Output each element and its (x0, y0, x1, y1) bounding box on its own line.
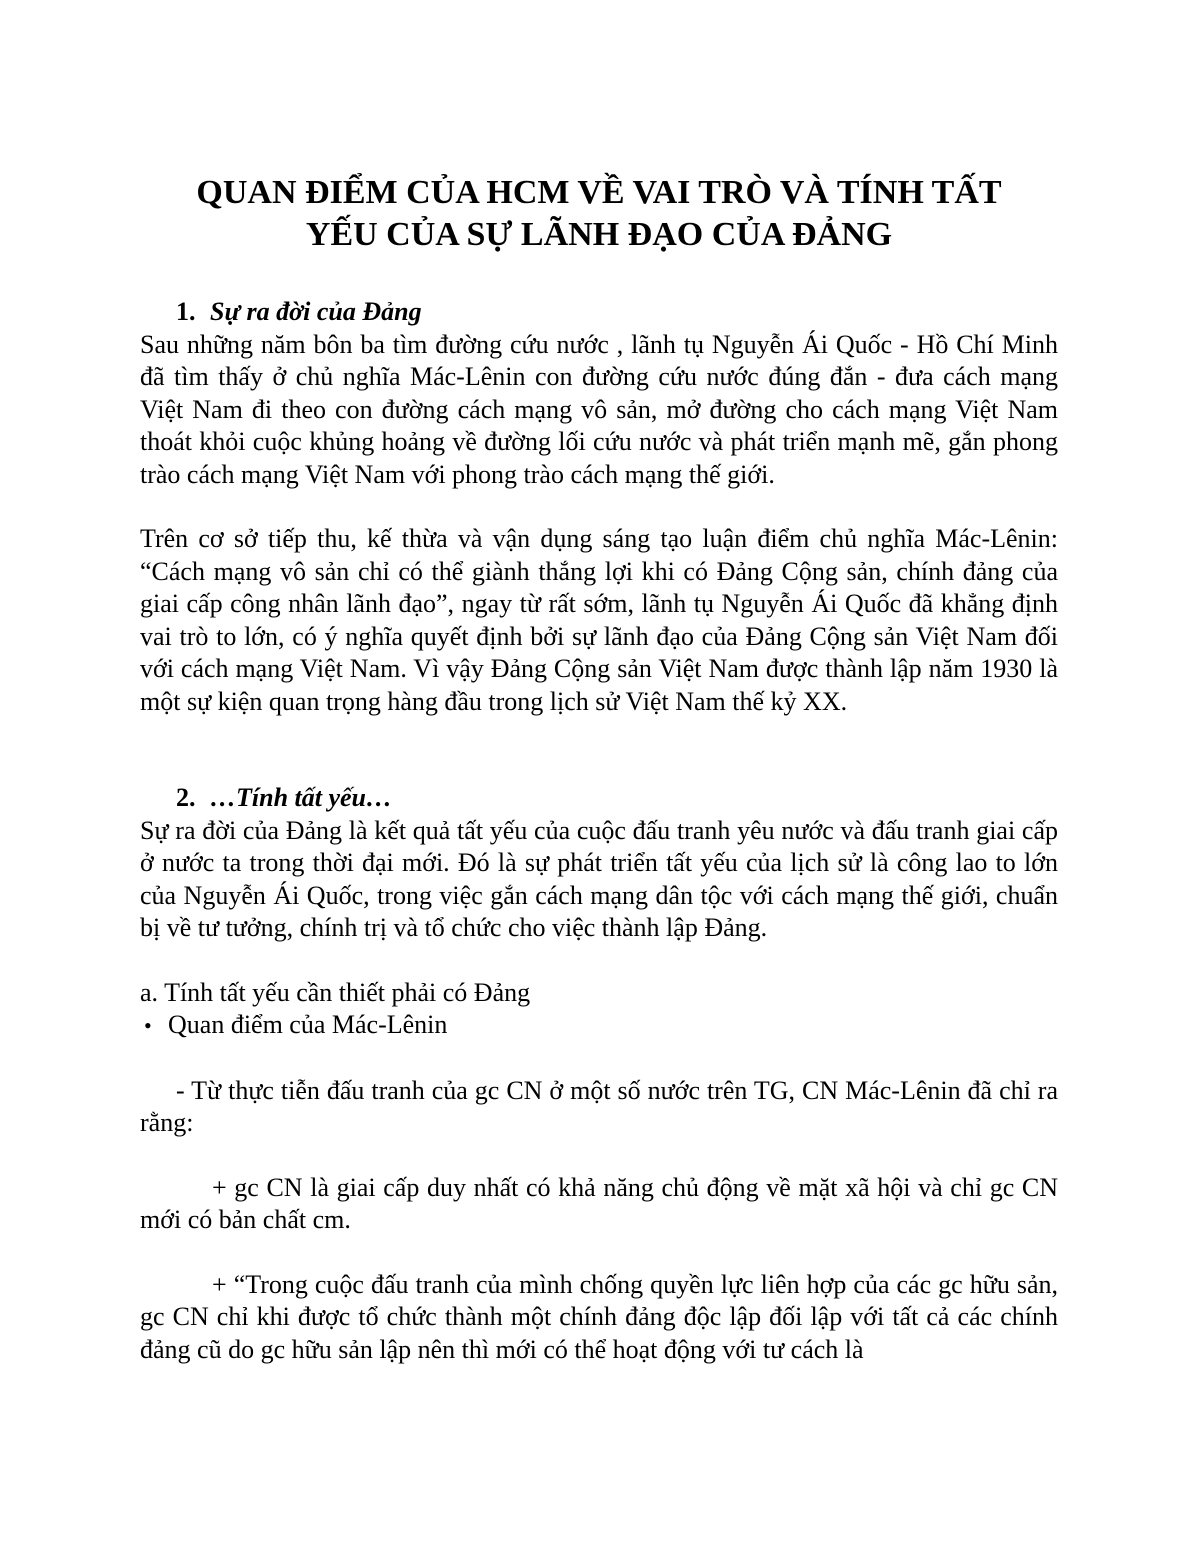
section-1-heading (176, 296, 1058, 329)
paragraph-spacer (140, 1237, 1058, 1269)
section-2-paragraph: Sự ra đời của Đảng là kết quả tất yếu của cuộc đấu tranh yêu nước và đấu tranh giai cấp ở nước ta trong thời đại mới. Đó là sự phát triển tất yếu của lịch sử là công lao to lớn của Nguyễn Ái Quốc, trong việc gắn cách mạng dân tộc với cách mạng thế giới, chuẩn bị về tư tưởng, chính trị và tổ chức cho việc thành lập Đảng. (140, 815, 1058, 942)
plus-item-2: + “Trong cuộc đấu tranh của mình chống quyền lực liên hợp của các gc hữu sản, gc CN chỉ khi được tổ chức thành một chính đảng độc lập đối lập với tất cả các chính đảng cũ do gc hữu sản lập nên thì mới có thể hoạt động với tư cách là (140, 1269, 1058, 1364)
subheading-a: a. Tính tất yếu cần thiết phải có Đảng (140, 977, 531, 1007)
bullet-item (140, 1009, 1058, 1043)
section-1-heading-text: Sự ra đời của Đảng (210, 297, 422, 326)
bullet-text: Quan điểm của Mác-Lênin (168, 1010, 448, 1039)
title-line-2: YẾU CỦA SỰ LÃNH ĐẠO CỦA ĐẢNG (305, 216, 893, 253)
section-spacer (140, 718, 1058, 782)
paragraph-spacer (140, 491, 1058, 523)
section-1-number: 1. (176, 297, 196, 326)
paragraph-spacer (140, 1043, 1058, 1075)
section-2-heading-text: …Tính tất yếu… (210, 783, 393, 812)
bullet-dot-icon: • (144, 1013, 152, 1038)
section-1-paragraph-2: Trên cơ sở tiếp thu, kế thừa và vận dụng sáng tạo luận điểm chủ nghĩa Mác-Lênin: “Cách mạng vô sản chỉ có thể giành thắng lợi khi có Đảng Cộng sản, chính đảng của giai cấp công nhân lãnh đạo”, ngay từ rất sớm, lãnh tụ Nguyễn Ái Quốc đã khẳng định vai trò to lớn, có ý nghĩa quyết định bởi sự lãnh đạo của Đảng Cộng sản Việt Nam đối với cách mạng Việt Nam. Vì vậy Đảng Cộng sản Việt Nam được thành lập năm 1930 là một sự kiện quan trọng hàng đầu trong lịch sử Việt Nam thế kỷ XX. (140, 524, 1058, 716)
section-2-number: 2. (176, 783, 196, 812)
section-1-paragraph-1: Sau những năm bôn ba tìm đường cứu nước , lãnh tụ Nguyễn Ái Quốc - Hồ Chí Minh đã tìm thấy ở chủ nghĩa Mác-Lênin con đường cứu nước đúng đắn - đưa cách mạng Việt Nam đi theo con đường cách mạng vô sản, mở đường cho cách mạng Việt Nam thoát khỏi cuộc khủng hoảng về đường lối cứu nước và phát triển mạnh mẽ, gắn phong trào cách mạng Việt Nam với phong trào cách mạng thế giới. (140, 329, 1058, 489)
document-page (140, 172, 1058, 1366)
section-2-heading (176, 782, 1058, 815)
dash-item: - Từ thực tiễn đấu tranh của gc CN ở một số nước trên TG, CN Mác-Lênin đã chỉ ra rằng: (140, 1075, 1058, 1137)
title-line-1: QUAN ĐIỂM CỦA HCM VỀ VAI TRÒ VÀ TÍNH TẤT (196, 174, 1002, 211)
paragraph-spacer (140, 1140, 1058, 1172)
document-title (140, 172, 1058, 256)
paragraph-spacer (140, 945, 1058, 977)
plus-item-1: + gc CN là giai cấp duy nhất có khả năng chủ động về mặt xã hội và chỉ gc CN mới có bản chất cm. (140, 1172, 1058, 1234)
